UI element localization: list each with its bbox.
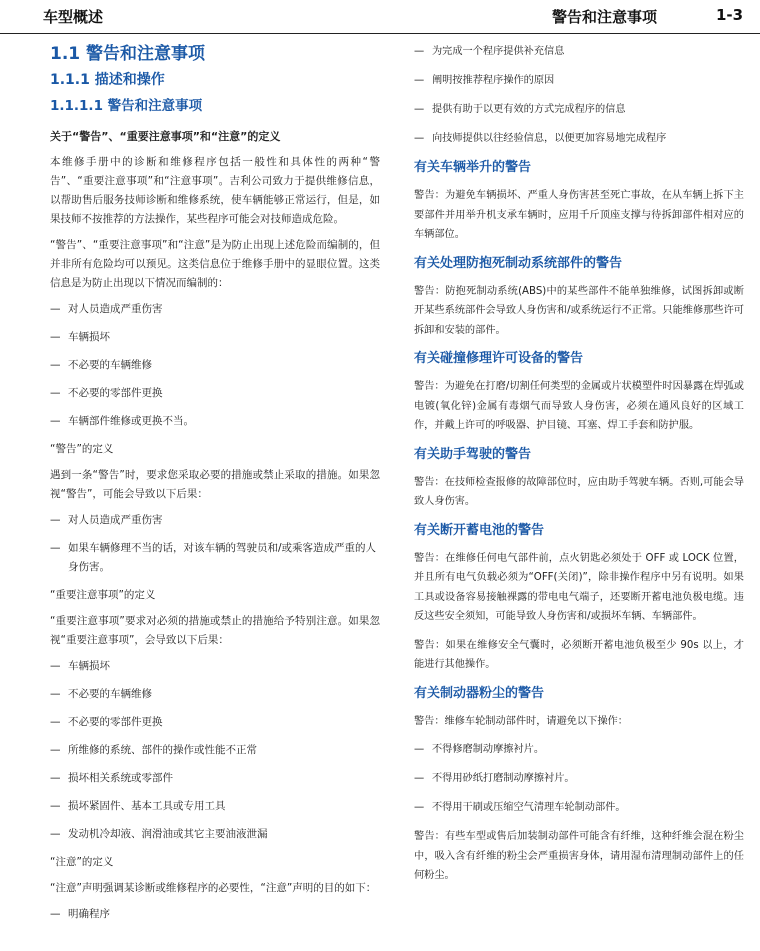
list-item: — 提供有助于以更有效的方式完成程序的信息 (414, 104, 626, 115)
vehicle-lift-warning-title: 有关车辆举升的警告 (414, 160, 532, 175)
heading-2: 1.1.1 描述和操作 (50, 72, 165, 88)
list-item: — 损坏紧固件、基本工具或专用工具 (50, 800, 226, 812)
list-item: — 不得修磨制动摩擦衬片。 (414, 744, 545, 755)
list-item: — 车辆损坏 (50, 331, 110, 343)
heading-1: 1.1 警告和注意事项 (50, 44, 206, 64)
purpose-paragraph: “警告”、“重要注意事项”和“注意”是为防止出现上述危险而编制的，但并非所有危险均可以预见。这类信息位于维修手册中的显眼位置。这类信息是为防止出现以下情况而编制的： (50, 239, 380, 289)
note-purpose-list (50, 905, 380, 924)
important-consequence-list (50, 657, 380, 844)
airbag-warning-text: 警告：如果在维修安全气囊时，必须断开蓄电池负极至少 90s 以上，才能进行其他操作。 (414, 639, 744, 670)
assistant-driving-warning-title: 有关助手驾驶的警告 (414, 446, 532, 462)
list-item: — 对人员造成严重伤害 (50, 514, 163, 526)
list-item: — 不得用干刷或压缩空气清理车轮制动部件。 (414, 802, 626, 813)
note-definition-label: “注意”的定义 (50, 856, 114, 868)
list-item: — 车辆部件维修或更换不当。 (50, 415, 194, 427)
list-item: — 对人员造成严重伤害 (50, 303, 163, 315)
list-item: — 损坏相关系统或零部件 (50, 772, 173, 784)
intro-paragraph: 本维修手册中的诊断和维修程序包括一般性和具体性的两种“警告”、“重要注意事项”和“注意事项”。吉利公司致力于提供维修信息，以帮助售后服务技师诊断和维修系统，使车辆能够正常运行，但是，如果技师不按推荐的方法操作，某些程序可能会对技师造成危险。 (50, 156, 380, 225)
consequence-list (50, 300, 380, 431)
heading-3: 1.1.1.1 警告和注意事项 (50, 98, 203, 114)
list-item: — 明确程序 (50, 908, 110, 920)
list-item: — 所维修的系统、部件的操作或性能不正常 (50, 744, 257, 756)
list-item: — 阐明按推荐程序操作的原因 (414, 75, 555, 86)
collision-repair-warning-text: 警告：为避免在打磨/切割任何类型的金属或片状模塑件时因暴露在焊弧或电镀(氧化锌)金属有毒烟气而导致人身伤害，必须在通风良好的区域工作，并戴上许可的呼吸器、护目镜、耳塞、焊工手套和防护服。 (414, 381, 744, 431)
battery-disconnect-warning-title: 有关断开蓄电池的警告 (414, 522, 545, 538)
collision-repair-warning-title: 有关碰撞修理许可设备的警告 (414, 351, 584, 366)
list-item: — 不必要的车辆维修 (50, 688, 152, 700)
assistant-driving-warning-text: 警告：在技师检查报修的故障部位时，应由助手驾驶车辆。否则,可能会导致人身伤害。 (414, 476, 744, 507)
list-item: — 车辆损坏 (50, 660, 110, 672)
warning-definition-text: 遇到一条“警告”时，要求您采取必要的措施或禁止采取的措施。如果忽视“警告”，可能会导致以下后果： (50, 469, 380, 500)
list-item: — 如果车辆修理不当的话，对该车辆的驾驶员和/或乘客造成严重的人身伤害。 (50, 542, 377, 573)
list-item: — 不必要的零部件更换 (50, 387, 163, 399)
important-definition-label: “重要注意事项”的定义 (50, 589, 156, 601)
page-number: 1-3 (716, 6, 744, 24)
section-title: 警告和注意事项 (552, 8, 658, 26)
list-item: — 向技师提供以往经验信息，以便更加容易地完成程序 (414, 133, 667, 144)
important-definition-text: “重要注意事项”要求对必须的措施或禁止的措施给予特别注意。如果忽视“重要注意事项”，会导致以下后果： (50, 615, 380, 646)
left-column (50, 42, 380, 933)
list-item: — 为完成一个程序提供补充信息 (414, 46, 565, 57)
abs-warning-text: 警告：防抱死制动系统(ABS)中的某些部件不能单独维修，试图拆卸或断开某些系统部件会导致人身伤害和/或系统运行不正常。只能维修那些许可拆卸和安装的部件。 (414, 285, 744, 336)
brake-dust-warning-title: 有关制动器粉尘的警告 (414, 685, 545, 701)
battery-disconnect-warning-text: 警告：在维修任何电气部件前，点火钥匙必须处于 OFF 或 LOCK 位置，并且所有电气负载必须为“OFF(关闭)”，除非操作程序中另有说明。如果工具或设备容易接触裸露的带电电气端子，还要断开蓄电池负极电缆。违反这些安全须知，可能导致人身伤害和/或损坏车辆、车辆部件。 (414, 552, 744, 622)
page-header (0, 0, 760, 34)
note-definition-text: “注意”声明强调某诊断或维修程序的必要性，“注意”声明的目的如下： (50, 882, 377, 894)
list-item: — 不得用砂纸打磨制动摩擦衬片。 (414, 773, 575, 784)
note-purpose-list-cont (414, 42, 744, 148)
list-item: — 不必要的车辆维修 (50, 359, 152, 371)
warning-consequence-list (50, 511, 380, 577)
brake-dust-list (414, 740, 744, 817)
about-definitions: 关于“警告”、“重要注意事项”和“注意”的定义 (50, 130, 281, 143)
list-item: — 发动机冷却液、润滑油或其它主要油液泄漏 (50, 828, 268, 840)
brake-fiber-warning-text: 警告：有些车型或售后加装制动部件可能含有纤维，这种纤维会混在粉尘中，吸入含有纤维的粉尘会严重损害身体，请用湿布清理制动部件上的任何粉尘。 (414, 831, 744, 881)
warning-definition-label: “警告”的定义 (50, 443, 114, 455)
vehicle-lift-warning-text: 警告：为避免车辆损坏、严重人身伤害甚至死亡事故，在从车辆上拆下主要部件并用举升机支承车辆时，应用千斤顶座支撑与待拆卸部件相对应的车辆部位。 (414, 190, 744, 240)
chapter-title: 车型概述 (43, 8, 104, 26)
brake-dust-warning-text: 警告：维修车轮制动部件时，请避免以下操作： (414, 715, 628, 727)
abs-warning-title: 有关处理防抱死制动系统部件的警告 (414, 255, 623, 271)
list-item: — 不必要的零部件更换 (50, 716, 163, 728)
right-column (414, 42, 744, 895)
